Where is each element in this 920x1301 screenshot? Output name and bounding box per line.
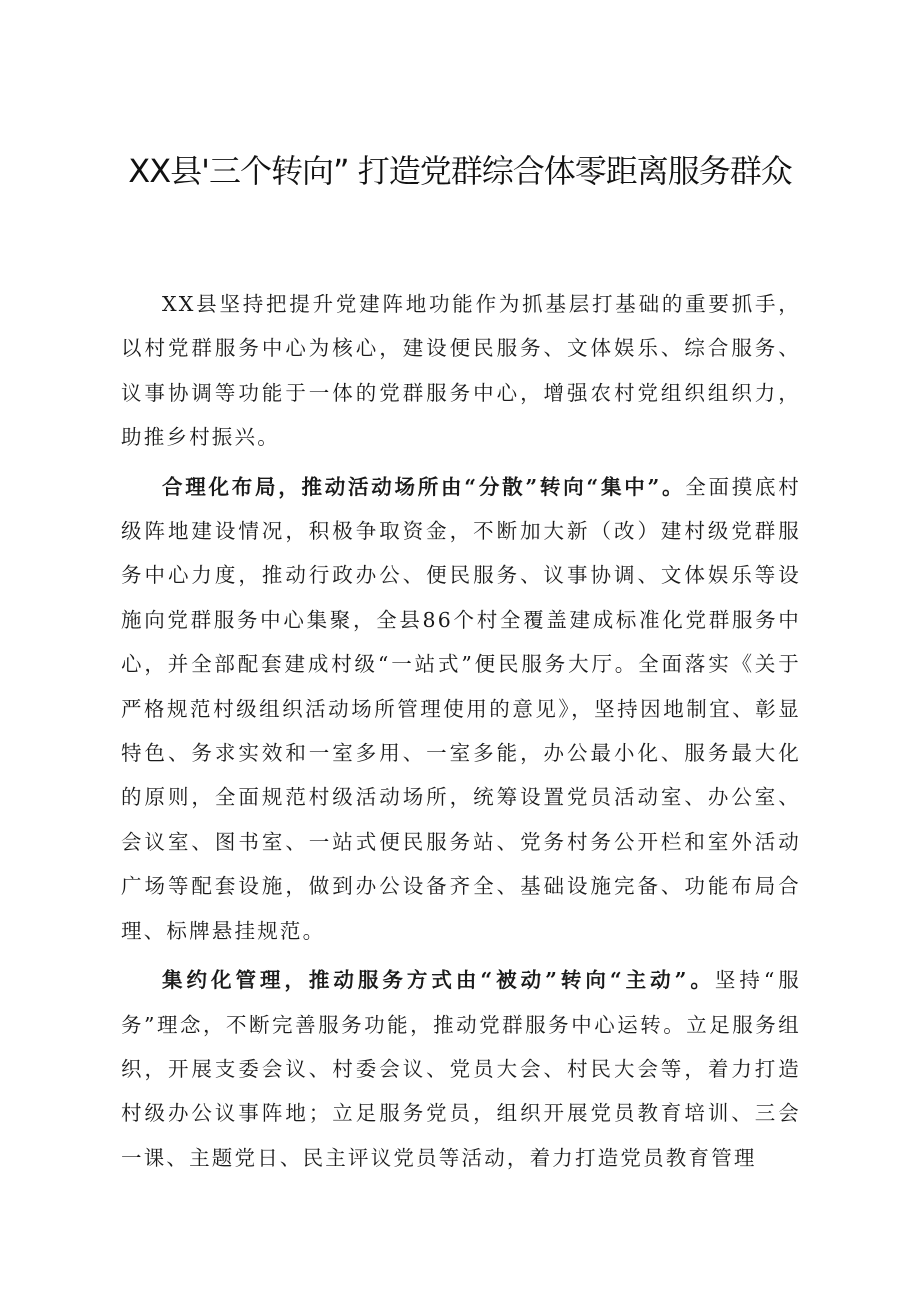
layout-paragraph [121,465,801,953]
management-paragraph-lead: 集约化管理，推动服务方式由“被动”转向“主动”。 [162,968,715,993]
layout-paragraph-lead: 合理化布局，推动活动场所由“分散”转向“集中”。 [162,474,686,499]
intro-paragraph [121,282,801,460]
management-paragraph-text: 坚持“服务”理念，不断完善服务功能，推动党群服务中心运转。立足服务组织，开展支委会议、村委会议、党员大会、村民大会等，着力打造村级办公议事阵地；立足服务党员，组织开展党员教育培训、三会一课、主题党日、民主评议党员等活动，着力打造党员教育管理 [121,968,802,1170]
management-paragraph [121,958,801,1180]
intro-paragraph-text: XX县坚持把提升党建阵地功能作为抓基层打基础的重要抓手，以村党群服务中心为核心，建设便民服务、文体娱乐、综合服务、议事协调等功能于一体的党群服务中心，增强农村党组织组织力，助推乡村振兴。 [121,292,801,450]
document-title: XX县'三个转向” 打造党群综合体零距离服务群众 [128,152,792,190]
document-body [121,282,801,1185]
layout-paragraph-text: 全面摸底村级阵地建设情况，积极争取资金，不断加大新（改）建村级党群服务中心力度，推动行政办公、便民服务、议事协调、文体娱乐等设施向党群服务中心集聚，全县86个村全覆盖建成标准化党群服务中心，并全部配套建成村级“一站式”便民服务大厅。全面落实《关于严格规范村级组织活动场所管理使用的意见》，坚持因地制宜、彰显特色、务求实效和一室多用、一室多能，办公最小化、服务最大化的原则，全面规范村级活动场所，统筹设置党员活动室、办公室、会议室、图书室、一站式便民服务站、党务村务公开栏和室外活动广场等配套设施，做到办公设备齐全、基础设施完备、功能布局合理、标牌悬挂规范。 [121,474,801,943]
